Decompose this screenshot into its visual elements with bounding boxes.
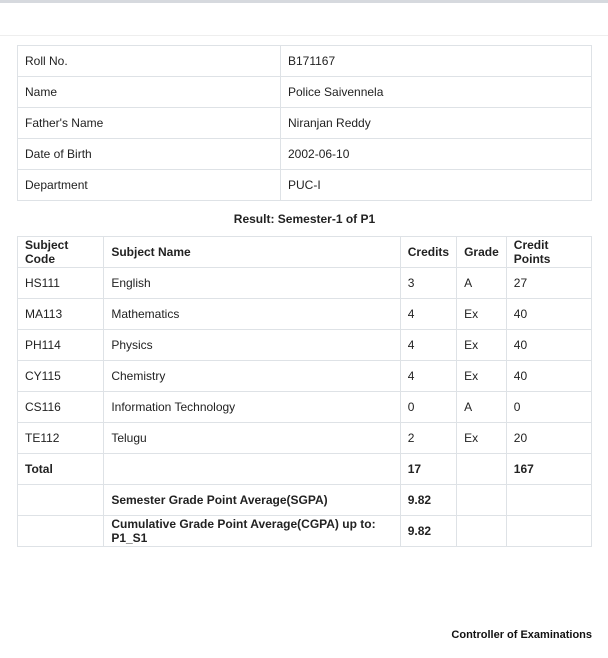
grades-header-row	[18, 237, 592, 268]
dob-label: Date of Birth	[18, 139, 281, 170]
dob-value: 2002-06-10	[281, 139, 592, 170]
total-credits: 17	[400, 454, 456, 485]
header-grade: Grade	[457, 237, 507, 268]
sgpa-points-empty	[506, 485, 591, 516]
subject-credits: 4	[400, 330, 456, 361]
subject-code: CS116	[18, 392, 104, 423]
header-subject-code: Subject Code	[18, 237, 104, 268]
subject-code: PH114	[18, 330, 104, 361]
header-credits: Credits	[400, 237, 456, 268]
subject-grade: Ex	[457, 361, 507, 392]
cgpa-points-empty	[506, 516, 591, 547]
subject-name: Telugu	[104, 423, 400, 454]
name-value: Police Saivennela	[281, 77, 592, 108]
table-row	[18, 330, 592, 361]
subject-credit-points: 27	[506, 268, 591, 299]
subject-credit-points: 40	[506, 330, 591, 361]
header-divider	[0, 35, 608, 36]
father-value: Niranjan Reddy	[281, 108, 592, 139]
subject-credit-points: 20	[506, 423, 591, 454]
grades-table	[17, 236, 592, 547]
subject-grade: Ex	[457, 299, 507, 330]
cgpa-grade-empty	[457, 516, 507, 547]
department-value: PUC-I	[281, 170, 592, 201]
subject-credit-points: 40	[506, 361, 591, 392]
roll-label: Roll No.	[18, 46, 281, 77]
table-row	[18, 361, 592, 392]
subject-credit-points: 40	[506, 299, 591, 330]
cgpa-label: Cumulative Grade Point Average(CGPA) up to: P1_S1	[104, 516, 400, 547]
cgpa-value: 9.82	[400, 516, 456, 547]
subject-code: TE112	[18, 423, 104, 454]
subject-credits: 2	[400, 423, 456, 454]
cgpa-empty-cell	[18, 516, 104, 547]
subject-code: MA113	[18, 299, 104, 330]
info-row-roll	[18, 46, 592, 77]
top-border	[0, 0, 608, 3]
cgpa-row	[18, 516, 592, 547]
info-row-father	[18, 108, 592, 139]
sgpa-row	[18, 485, 592, 516]
total-empty-cell	[104, 454, 400, 485]
subject-name: Information Technology	[104, 392, 400, 423]
subject-grade: Ex	[457, 423, 507, 454]
roll-value: B171167	[281, 46, 592, 77]
result-title: Result: Semester-1 of P1	[233, 212, 376, 226]
total-credit-points: 167	[506, 454, 591, 485]
header-credit-points: Credit Points	[506, 237, 591, 268]
subject-grade: Ex	[457, 330, 507, 361]
table-row	[18, 392, 592, 423]
department-label: Department	[18, 170, 281, 201]
sgpa-value: 9.82	[400, 485, 456, 516]
subject-name: English	[104, 268, 400, 299]
info-row-dob	[18, 139, 592, 170]
subject-name: Chemistry	[104, 361, 400, 392]
subject-credit-points: 0	[506, 392, 591, 423]
info-row-department	[18, 170, 592, 201]
controller-signature-label: Controller of Examinations	[451, 629, 592, 641]
subject-code: CY115	[18, 361, 104, 392]
name-label: Name	[18, 77, 281, 108]
total-grade-empty	[457, 454, 507, 485]
table-row	[18, 268, 592, 299]
student-info-table	[17, 45, 592, 201]
subject-grade: A	[457, 268, 507, 299]
subject-name: Mathematics	[104, 299, 400, 330]
total-label: Total	[18, 454, 104, 485]
subject-credits: 4	[400, 361, 456, 392]
sgpa-grade-empty	[457, 485, 507, 516]
subject-grade: A	[457, 392, 507, 423]
sgpa-empty-cell	[18, 485, 104, 516]
father-label: Father's Name	[18, 108, 281, 139]
subject-code: HS111	[18, 268, 104, 299]
table-row	[18, 299, 592, 330]
total-row	[18, 454, 592, 485]
subject-name: Physics	[104, 330, 400, 361]
subject-credits: 3	[400, 268, 456, 299]
info-row-name	[18, 77, 592, 108]
header-subject-name: Subject Name	[104, 237, 400, 268]
subject-credits: 4	[400, 299, 456, 330]
table-row	[18, 423, 592, 454]
sgpa-label: Semester Grade Point Average(SGPA)	[104, 485, 400, 516]
subject-credits: 0	[400, 392, 456, 423]
